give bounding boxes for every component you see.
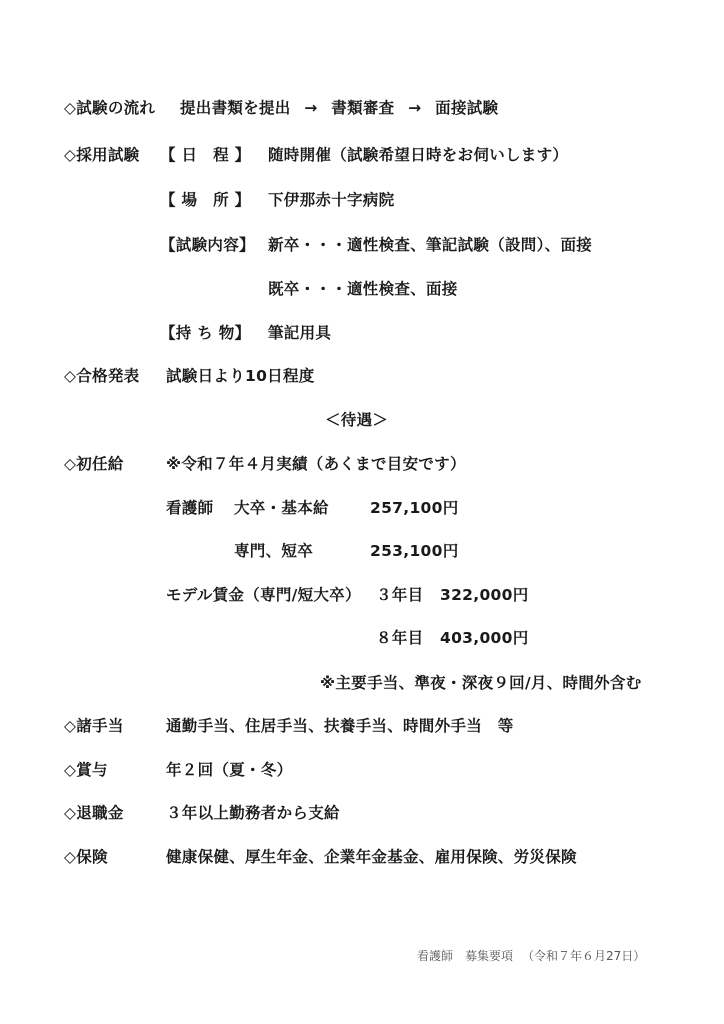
- bonus-heading: ◇賞与: [64, 761, 108, 779]
- starting-salary-note: ※令和７年４月実績（あくまで目安です）: [166, 455, 466, 473]
- university-salary-label: 大卒・基本給: [234, 499, 329, 517]
- schedule-label: 【 日 程 】: [160, 146, 251, 164]
- vocational-salary-amount: 253,100円: [370, 542, 459, 560]
- nurse-label: 看護師: [166, 499, 214, 517]
- insurance-heading: ◇保険: [64, 848, 108, 866]
- allowance-note: ※主要手当、準夜・深夜９回/月、時間外含む: [320, 674, 642, 692]
- model-wage-label: モデル賃金（専門/短大卒）: [166, 586, 361, 604]
- result-announcement-heading: ◇合格発表: [64, 367, 140, 385]
- year8-label: ８年目: [376, 629, 424, 647]
- exam-flow-text: 提出書類を提出 → 書類審査 → 面接試験: [180, 99, 499, 117]
- vocational-salary-label: 専門、短卒: [234, 542, 314, 560]
- exam-content-new-grad: 新卒・・・適性検査、筆記試験（設問）、面接: [268, 236, 593, 254]
- year3-label: ３年目: [376, 586, 424, 604]
- footer-date: （令和７年６月27日）: [522, 949, 646, 963]
- insurance-text: 健康保健、厚生年金、企業年金基金、雇用保険、労災保険: [166, 848, 577, 866]
- footer-title: 看護師 募集要項: [417, 949, 514, 963]
- year3-amount: 322,000円: [440, 586, 529, 604]
- allowances-heading: ◇諸手当: [64, 717, 124, 735]
- location-value: 下伊那赤十字病院: [268, 191, 395, 209]
- treatment-title: ＜待遇＞: [325, 411, 389, 429]
- bonus-text: 年２回（夏・冬）: [166, 761, 293, 779]
- exam-content-experienced: 既卒・・・適性検査、面接: [268, 280, 458, 298]
- year8-amount: 403,000円: [440, 629, 529, 647]
- recruitment-exam-heading: ◇採用試験: [64, 146, 140, 164]
- retirement-heading: ◇退職金: [64, 804, 124, 822]
- exam-content-label: 【試験内容】: [160, 236, 255, 254]
- allowances-text: 通勤手当、住居手当、扶養手当、時間外手当 等: [166, 717, 514, 735]
- location-label: 【 場 所 】: [160, 191, 251, 209]
- university-salary-amount: 257,100円: [370, 499, 459, 517]
- result-announcement-text: 試験日より10日程度: [166, 367, 315, 385]
- schedule-value: 随時開催（試験希望日時をお伺いします）: [268, 146, 569, 164]
- starting-salary-heading: ◇初任給: [64, 455, 124, 473]
- belongings-label: 【持 ち 物】: [160, 324, 251, 342]
- belongings-value: 筆記用具: [268, 324, 332, 342]
- exam-flow-heading: ◇試験の流れ: [64, 99, 156, 117]
- retirement-text: ３年以上勤務者から支給: [166, 804, 340, 822]
